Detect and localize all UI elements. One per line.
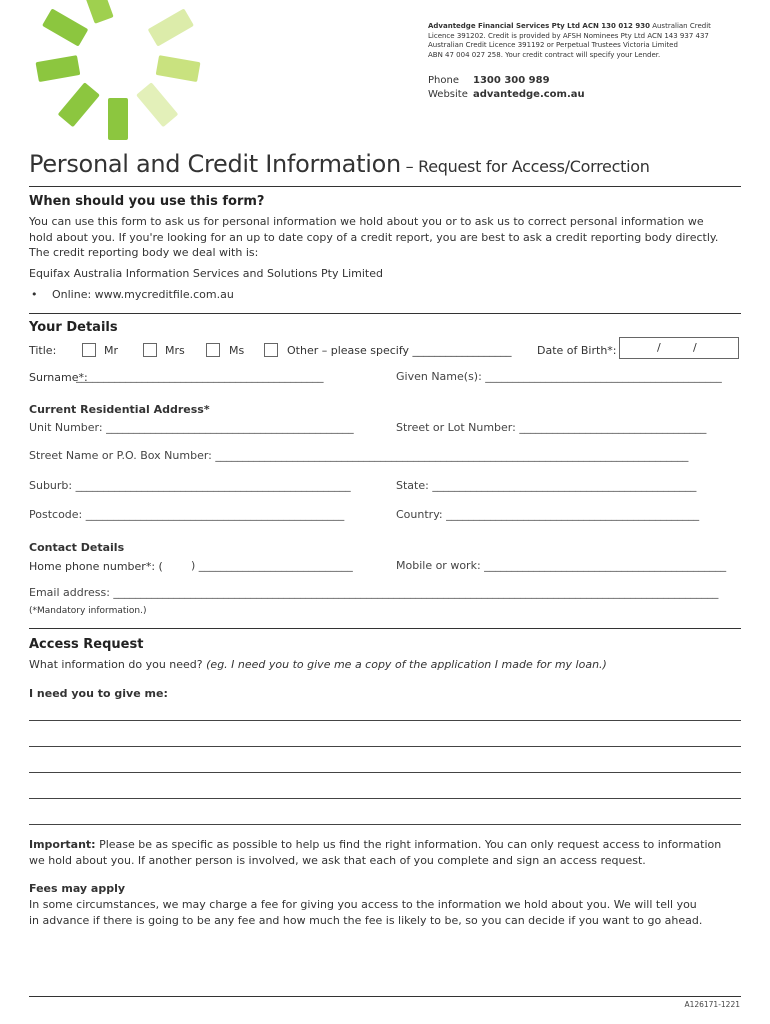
intro-line: hold about you. If you're looking for an up to date copy of a credit report, you are best to ask a credit reporting body directly. [29,231,719,244]
logo-ray [108,98,128,140]
request-line[interactable] [29,720,741,721]
important-note-line: we hold about you. If another person is involved, we ask that each of you complete and sign an access request. [29,854,646,867]
request-line[interactable] [29,798,741,799]
credit-agency-name: Equifax Australia Information Services and Solutions Pty Limited [29,267,383,280]
fees-line: In some circumstances, we may charge a fee for giving you access to the information we hold about you. We will tell you [29,898,697,911]
divider [29,313,741,314]
country-field[interactable]: Country: ______________________________________________ [396,508,700,521]
brand-logo [0,0,230,150]
dob-label: Date of Birth*: [537,344,617,357]
checkbox-ms[interactable] [206,343,220,357]
logo-ray [81,0,114,24]
state-field[interactable]: State: ________________________________________________ [396,479,697,492]
email-field[interactable]: Email address: ______________________________________________________________________________________________________________ [29,586,719,599]
other-specify-field[interactable]: Other – please specify __________________ [287,344,512,357]
contact-heading: Contact Details [29,541,125,554]
dob-field[interactable] [619,337,739,359]
unit-number-field[interactable]: Unit Number: _____________________________________________ [29,421,354,434]
phone-value: 1300 300 989 [473,75,550,86]
online-link[interactable]: Online: www.mycreditfile.com.au [52,288,234,301]
important-note: Important: Please be as specific as possible to help us find the right information. You can only request access to information [29,838,722,851]
suburb-field[interactable]: Suburb: __________________________________________________ [29,479,351,492]
dob-separator: / [657,341,661,354]
address-heading: Current Residential Address* [29,403,210,416]
access-question: What information do you need? (eg. I need you to give me a copy of the application I made for my loan.) [29,658,607,671]
logo-ray [58,82,100,127]
label-ms: Ms [229,344,245,357]
fees-line: in advance if there is going to be any fee and how much the fee is likely to be, so you can decide if you want to go ahead. [29,914,703,927]
logo-ray [136,82,178,127]
contact-info [428,74,585,102]
label-mr: Mr [104,344,119,357]
logo-ray [42,8,88,46]
given-names-field[interactable]: Given Name(s): ___________________________________________ [396,370,722,383]
mobile-field[interactable]: Mobile or work: ____________________________________________ [396,559,727,572]
form-code: A126171-1221 [684,1000,740,1009]
dob-separator: / [693,341,697,354]
checkbox-mr[interactable] [82,343,96,357]
company-name: Advantedge Financial Services Pty Ltd ACN 130 012 930 [428,22,650,30]
page-subtitle: – Request for Access/Correction [400,157,650,176]
logo-ray [36,55,81,82]
postcode-field[interactable]: Postcode: _______________________________________________ [29,508,345,521]
request-line[interactable] [29,824,741,825]
logo-ray [156,55,201,82]
section-heading-when: When should you use this form? [29,194,265,209]
footer-divider [29,996,741,997]
page-title: Personal and Credit Information – Request for Access/Correction [29,150,650,178]
divider [29,628,741,629]
street-lot-field[interactable]: Street or Lot Number: __________________________________ [396,421,707,434]
mandatory-note: (*Mandatory information.) [29,606,147,616]
intro-line: You can use this form to ask us for personal information we hold about you or to ask us to correct personal information we [29,215,704,228]
request-line[interactable] [29,746,741,747]
access-example: (eg. I need you to give me a copy of the application I made for my loan.) [202,658,607,671]
give-me-label: I need you to give me: [29,687,168,700]
bullet: • [31,288,38,301]
label-mrs: Mrs [165,344,185,357]
logo-ray [148,8,194,46]
home-phone-label: Home phone number*: ( [29,560,163,573]
checkbox-other[interactable] [264,343,278,357]
important-label: Important: [29,838,96,851]
request-line[interactable] [29,772,741,773]
section-heading-access: Access Request [29,637,144,652]
home-phone-field[interactable]: ) ____________________________ [191,559,353,572]
checkbox-mrs[interactable] [143,343,157,357]
website-label: Website [428,89,468,100]
title-label: Title: [29,344,57,357]
website-value: advantedge.com.au [473,89,585,100]
divider [29,186,741,187]
section-heading-details: Your Details [29,320,118,335]
fees-heading: Fees may apply [29,882,126,895]
intro-line: The credit reporting body we deal with is: [29,246,259,259]
surname-field[interactable]: _____________________________________________ [76,370,324,383]
street-name-field[interactable]: Street Name or P.O. Box Number: ______________________________________________________________________________________ [29,449,689,462]
company-info: Advantedge Financial Services Pty Ltd ACN 130 012 930 Australian Credit Licence 391202. Credit is provided by AFSH Nominees Pty Ltd ACN 143 937 437 Australian Credit Licence 391192 or Perpetual Trustees Victoria Limited ABN 47 004 027 258. Your credit contract will specify your Lender. [428,22,711,59]
surname-label: Surname*: [29,371,88,384]
phone-label: Phone [428,75,459,86]
